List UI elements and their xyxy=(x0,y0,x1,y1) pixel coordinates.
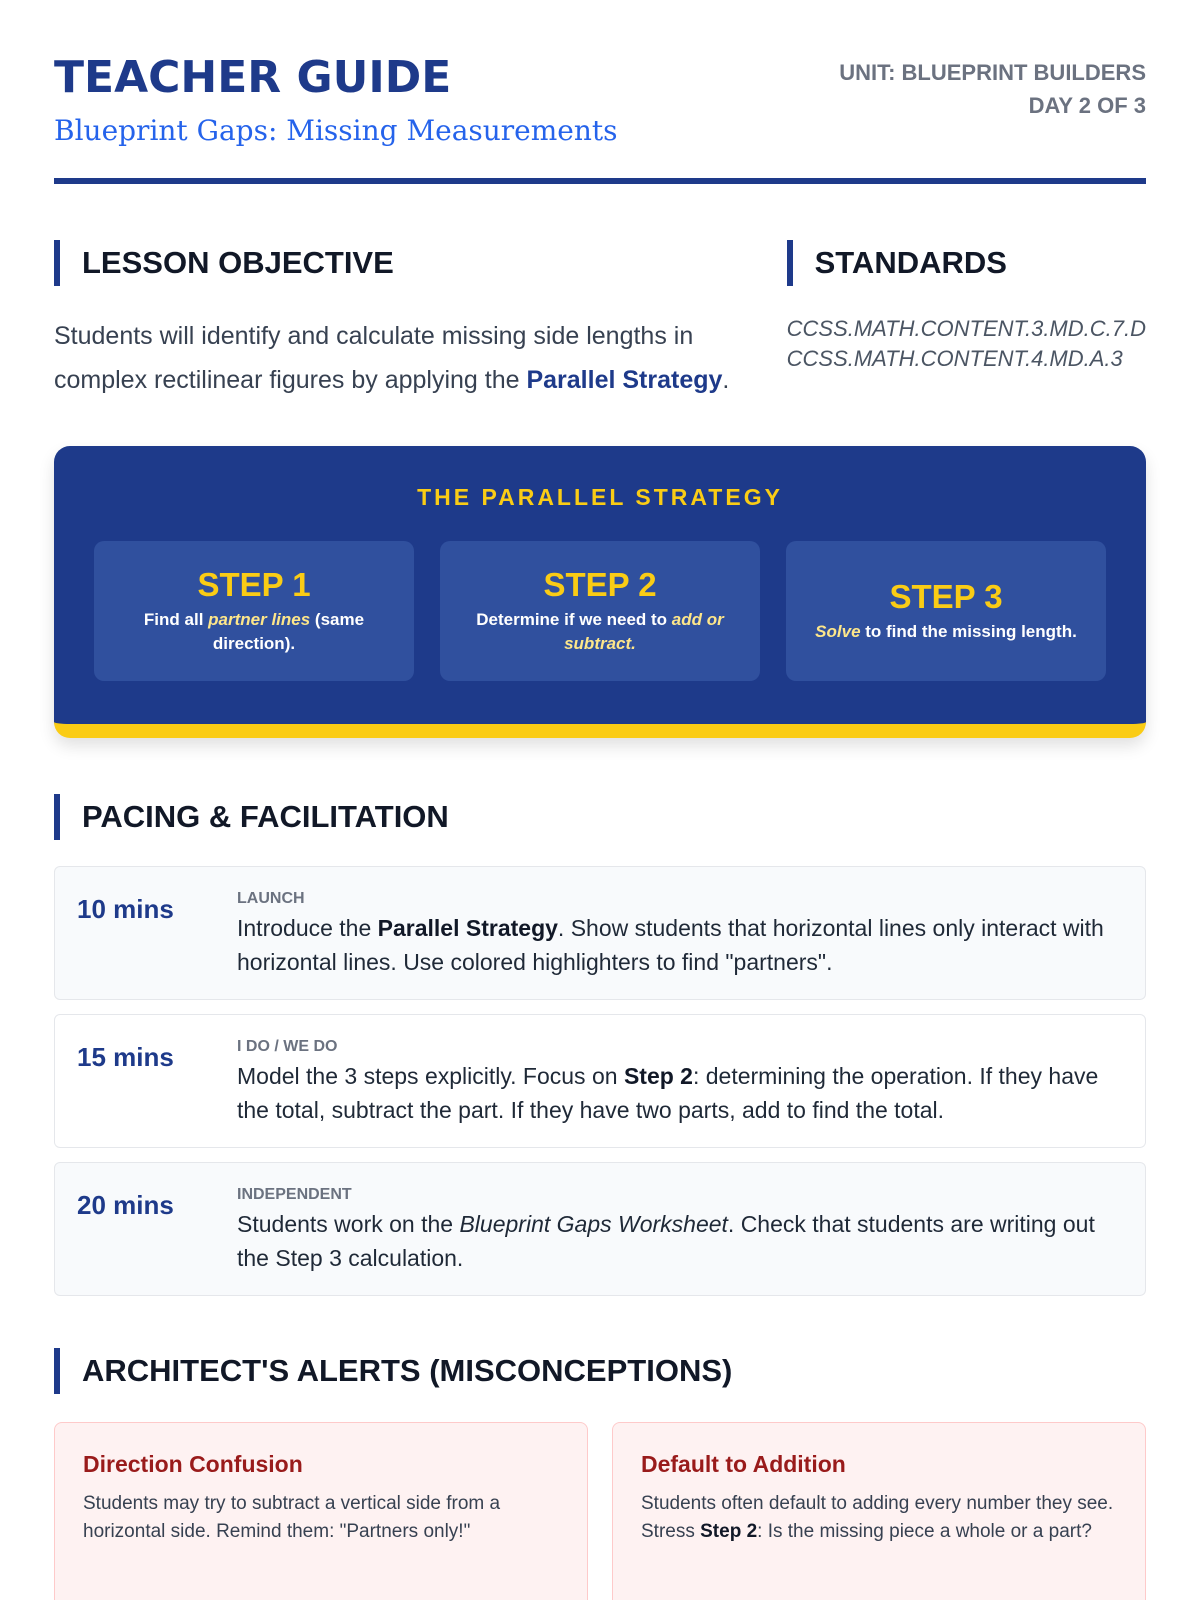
step-card-3 xyxy=(786,541,1106,681)
standards-section xyxy=(787,240,1146,400)
pacing-text: Students work on the xyxy=(237,1211,460,1237)
doc-subtitle: Blueprint Gaps: Missing Measurements xyxy=(54,114,618,147)
alerts-grid xyxy=(54,1422,1146,1600)
step-description xyxy=(108,608,400,656)
pacing-description xyxy=(237,1059,1123,1127)
alerts-heading-row xyxy=(54,1348,1146,1394)
objective-text-start: Students will identify and calculate missing side lengths in complex rectilinear figures by applying the xyxy=(54,322,694,394)
step-text: to find the missing length. xyxy=(860,622,1077,641)
pacing-italic: Blueprint Gaps Worksheet xyxy=(459,1211,728,1237)
pacing-text: Introduce the xyxy=(237,915,378,941)
pacing-text: . Show students that horizontal lines only interact with horizontal lines. Use colored highlighters to find "partners". xyxy=(237,915,1104,975)
step-emphasis: Solve xyxy=(815,622,861,641)
standards-heading: STANDARDS xyxy=(814,245,1007,280)
section-heading xyxy=(787,240,1146,286)
pacing-time: 20 mins xyxy=(77,1190,174,1220)
parallel-strategy-panel xyxy=(54,446,1146,738)
pacing-phase-label: INDEPENDENT xyxy=(237,1186,352,1203)
heading-accent-bar xyxy=(54,240,60,286)
alert-card-direction-confusion xyxy=(54,1422,588,1600)
alert-text-part: : Is the missing piece a whole or a part? xyxy=(757,1521,1092,1542)
step-label: STEP 1 xyxy=(197,566,311,603)
alert-text-part: Students may try to subtract a vertical side from a horizontal side. Remind them: "Partners only!" xyxy=(83,1493,501,1542)
pacing-body xyxy=(237,1037,1123,1125)
unit-label: UNIT: BLUEPRINT BUILDERS xyxy=(839,60,1146,85)
pacing-time: 10 mins xyxy=(77,894,174,924)
strategy-steps xyxy=(94,541,1106,681)
standards-list xyxy=(787,314,1146,374)
alert-text-part: Students often default to adding every number they see. Stress xyxy=(641,1493,1114,1542)
pacing-body xyxy=(237,889,1123,977)
pacing-bold: Step 2 xyxy=(623,1063,693,1089)
pacing-description xyxy=(237,911,1123,979)
document-header xyxy=(54,52,1146,184)
alert-title: Default to Addition xyxy=(641,1451,846,1477)
alert-text xyxy=(83,1490,559,1546)
lesson-objective-section xyxy=(54,240,787,400)
alert-bold: Step 2 xyxy=(700,1521,758,1542)
objective-highlight: Parallel Strategy xyxy=(526,366,723,394)
step-label: STEP 3 xyxy=(889,578,1003,615)
alert-title: Direction Confusion xyxy=(83,1451,303,1477)
strategy-title: THE PARALLEL STRATEGY xyxy=(417,484,783,510)
unit-meta xyxy=(839,52,1146,122)
day-label: DAY 2 OF 3 xyxy=(1028,93,1146,118)
doc-title: TEACHER GUIDE xyxy=(54,52,452,103)
pacing-text: Model the 3 steps explicitly. Focus on xyxy=(237,1063,624,1089)
lesson-objective-heading: LESSON OBJECTIVE xyxy=(82,245,394,280)
alert-card-default-to-addition xyxy=(612,1422,1146,1600)
standard-item: CCSS.MATH.CONTENT.4.MD.A.3 xyxy=(786,346,1123,371)
pacing-text: . Check that students are writing out the Step 3 calculation. xyxy=(237,1211,1095,1271)
heading-accent-bar xyxy=(54,1348,60,1394)
section-heading xyxy=(54,240,787,286)
pacing-heading: PACING & FACILITATION xyxy=(82,799,449,834)
step-text: Find all xyxy=(143,610,209,629)
alerts-heading: ARCHITECT'S ALERTS (MISCONCEPTIONS) xyxy=(82,1353,733,1388)
heading-accent-bar xyxy=(787,240,793,286)
step-text: Determine if we need to xyxy=(476,610,672,629)
step-card-1 xyxy=(94,541,414,681)
pacing-bold: Parallel Strategy xyxy=(377,915,558,941)
pacing-description xyxy=(237,1207,1123,1275)
alert-text xyxy=(641,1490,1117,1546)
step-emphasis: add or subtract. xyxy=(564,610,724,653)
pacing-heading-row xyxy=(54,794,1146,840)
pacing-body xyxy=(237,1185,1123,1273)
step-label: STEP 2 xyxy=(543,566,657,603)
title-block xyxy=(54,52,618,147)
pacing-phase-label: I DO / WE DO xyxy=(237,1038,338,1055)
step-description xyxy=(454,608,746,656)
step-description xyxy=(815,620,1077,644)
step-emphasis: partner lines xyxy=(208,610,311,629)
pacing-row-i-do-we-do xyxy=(54,1014,1146,1148)
objective-text-end: . xyxy=(722,366,730,394)
step-card-2 xyxy=(440,541,760,681)
pacing-time: 15 mins xyxy=(77,1042,174,1072)
pacing-row-launch xyxy=(54,866,1146,1000)
standard-item: CCSS.MATH.CONTENT.3.MD.C.7.D xyxy=(786,316,1146,341)
lesson-objective-text xyxy=(54,314,787,402)
pacing-list xyxy=(54,866,1146,1296)
step-text: (same direction). xyxy=(212,610,365,653)
pacing-phase-label: LAUNCH xyxy=(237,890,305,907)
heading-accent-bar xyxy=(54,794,60,840)
pacing-row-independent xyxy=(54,1162,1146,1296)
objective-row xyxy=(54,240,1146,400)
pacing-text: : determining the operation. If they have the total, subtract the part. If they have two parts, add to find the total. xyxy=(237,1063,1099,1123)
